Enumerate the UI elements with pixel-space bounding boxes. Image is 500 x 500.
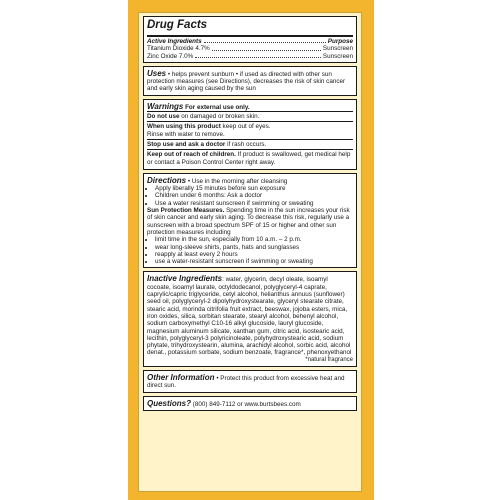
sun-protection-text: Spending time in the sun increases your risk of skin cancer and early skin aging. To decrease this risk, regularly use a sunscreen with a broad spectrum SPF of 15 or higher and other sun protection measures including	[147, 207, 350, 236]
ingredient-purpose: Sunscreen	[322, 52, 353, 60]
rinse-text: Rinse with water to remove.	[147, 130, 225, 138]
list-item: • Apply liberally 15 minutes before sun exposure	[155, 185, 353, 192]
stop-use-text: if rash occurs.	[225, 140, 267, 148]
other-information-label: Other Information	[147, 372, 215, 382]
inactive-ingredients-text: : water, glycerin, decyl oleate, isoamyl cocoate, isoamyl laurate, octyldodecanol, polyglyceryl-4 caprate, caprylic/capric triglyceride, cetyl alcohol, helianthus annuus (sunflower) seed oil, polyglyceryl-2 dipolyhydroxystearate, glyceryl stearate citrate, stearic acid, morinda citrifolia fruit extract, beeswax, jojoba esters, mica, iron oxides, silica, sorbitan stearate, stearyl alcohol, behenyl alcohol, sodium carboxymethyl C10-16 alkyl glucoside, lauryl glucoside, magnesium aluminum silicate, xanthan gum, citric acid, isostearic acid, lecithin, polyglyceryl-3 polyricinoleate, polyhydroxystearic acid, sodium phytate, trihydroxystearin, alumina, arachidyl alcohol, sorbic acid, alcohol denat., potassium sorbate, sodium benzoate, fragrance*, phenoxyethanol	[147, 276, 352, 357]
list-item: • Children under 6 months: Ask a doctor	[155, 192, 353, 199]
sun-protection-label: Sun Protection Measures.	[147, 207, 225, 215]
sun-protection-paragraph	[147, 207, 353, 236]
active-ingredient-row	[147, 53, 353, 60]
dot-leader	[212, 45, 321, 50]
do-not-use-label: Do not use	[147, 113, 180, 121]
warnings-label: Warnings	[147, 101, 184, 111]
directions-list	[147, 185, 353, 207]
purpose-label: Purpose	[327, 38, 353, 45]
external-use-text: For external use only.	[185, 103, 250, 111]
inactive-ingredients-label: Inactive Ingredients	[147, 274, 223, 284]
uses-section	[143, 66, 357, 96]
list-item: • limit time in the sun, especially from 10 a.m. – 2 p.m.	[155, 236, 353, 243]
directions-section	[143, 173, 357, 269]
directions-label: Directions	[147, 175, 187, 185]
natural-fragrance-footnote: *natural fragrance	[305, 356, 353, 363]
uses-text: • helps prevent sunburn • if used as directed with other sun protection measures (see Directions), decreases the risk of skin cancer and early skin aging caused by the sun	[147, 70, 346, 93]
questions-label: Questions?	[147, 398, 192, 408]
list-item: • wear long-sleeve shirts, pants, hats and sunglasses	[155, 244, 353, 251]
sun-protection-list	[147, 236, 353, 265]
active-ingredients-header	[147, 38, 353, 45]
ingredient-name: Titanium Dioxide 4.7%	[147, 45, 210, 53]
do-not-use-line	[147, 111, 353, 121]
drug-facts-header-box	[143, 16, 357, 63]
other-information-text: • Protect this product from excessive heat and direct sun.	[147, 374, 345, 390]
when-using-line	[147, 121, 353, 139]
when-using-label: When using this product	[147, 123, 221, 131]
questions-text: (800) 849-7112 or www.burtsbees.com	[192, 400, 301, 408]
list-item: • Use a water resistant sunscreen if swimming or sweating	[155, 200, 353, 207]
do-not-use-text: on damaged or broken skin.	[179, 113, 260, 121]
keep-out-label: Keep out of reach of children.	[147, 151, 236, 159]
ingredient-purpose: Sunscreen	[322, 45, 353, 53]
stop-use-line	[147, 139, 353, 149]
other-information-section	[143, 370, 357, 393]
ingredient-name: Zinc Oxide 7.0%	[147, 52, 194, 60]
list-item: • reapply at least every 2 hours	[155, 251, 353, 258]
active-ingredients-label: Active Ingredients	[147, 38, 202, 45]
keep-out-line	[147, 149, 353, 167]
divider	[147, 35, 353, 37]
drug-facts-title: Drug Facts	[147, 19, 208, 31]
directions-intro: • Use in the morning after cleansing	[187, 177, 288, 185]
when-using-text: keep out of eyes.	[220, 123, 271, 131]
questions-section	[143, 396, 357, 411]
keep-out-text: If product is swallowed, get medical help or contact a Poison Control Center right away.	[147, 151, 351, 166]
warnings-section	[143, 99, 357, 170]
dot-leader	[204, 38, 326, 43]
list-item: • use a water-resistant sunscreen if swimming or sweating	[155, 258, 353, 265]
active-ingredient-row	[147, 45, 353, 52]
dot-leader	[195, 53, 321, 58]
drug-facts-panel	[138, 12, 362, 492]
inactive-ingredients-section	[143, 271, 357, 367]
uses-label: Uses	[147, 68, 167, 78]
stop-use-label: Stop use and ask a doctor	[147, 140, 226, 148]
